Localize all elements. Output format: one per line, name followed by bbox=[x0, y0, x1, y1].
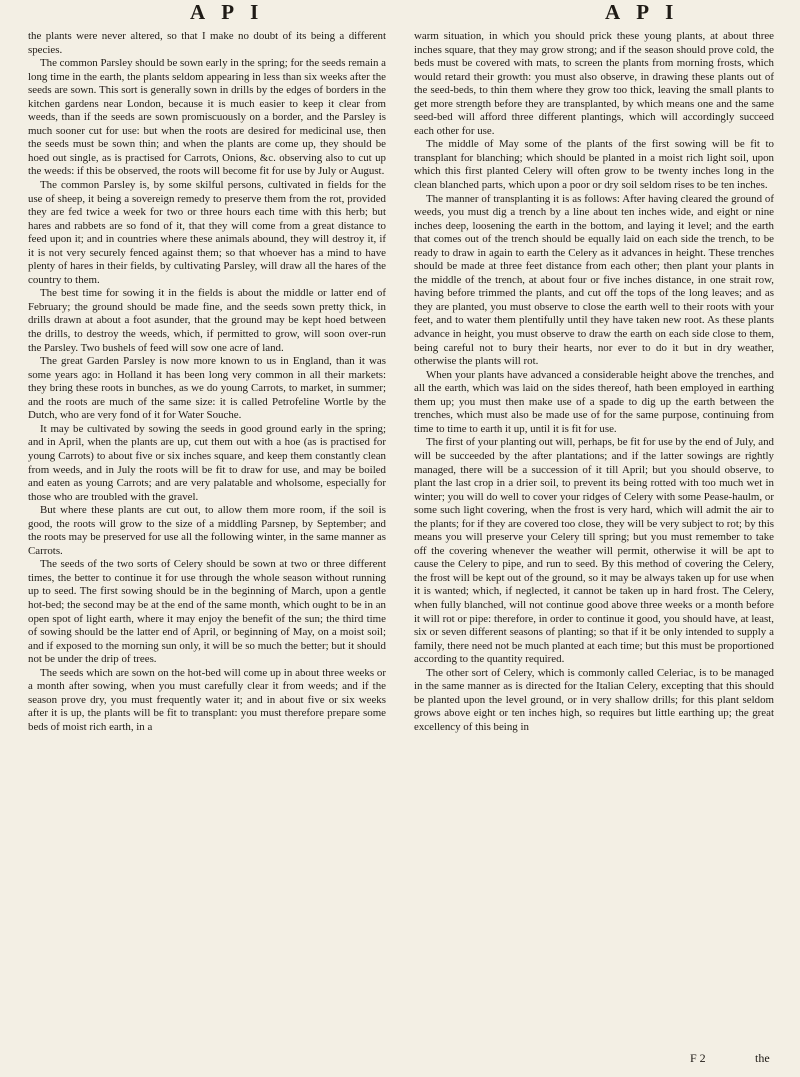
paragraph: When your plants have advanced a considerable height above the trenches, and all the earth, which was laid on the sides thereof, hath been employed in earthing them up; you must then make use of a spade to dig up the earth between the trenches, which must also be made use of for the same purpose, continuing from time to time to earth it up, until it is fit for use. bbox=[414, 368, 774, 435]
right-column bbox=[414, 30, 774, 734]
header-right: A P I bbox=[605, 0, 680, 24]
header-left: A P I bbox=[190, 0, 265, 24]
paragraph: But where these plants are cut out, to allow them more room, if the soil is good, the roots will grow to the size of a middling Parsnep, by September; and the roots may be preserved for use all the following winter, in the same manner as Carrots. bbox=[28, 504, 386, 557]
catchword: the bbox=[755, 1051, 770, 1065]
left-column bbox=[28, 30, 386, 734]
paragraph: The first of your planting out will, perhaps, be fit for use by the end of July, and will be succeeded by the after plantations; and if the latter sowings are rightly managed, there will be a succession of it till April; but you should observe, to plant the last crop in a drier soil, to prevent its being rotted with too much wet in winter; you will do well to cover your ridges of Celery with some Pease-haulm, or some such light covering, when the frost is very hard, which will admit the air to the plants; for if they are covered too close, they will be very subject to rot; by this means you will preserve your Celery till spring; but you must remember to take off the covering whenever the weather will permit, otherwise it will be apt to cause the Celery to pipe, and run to seed. By this method of covering the Celery, the frost will be kept out of the ground, so it may be always taken up for use when it is wanted; which, if neglected, it cannot be taken up in hard frost. The Celery, when fully blanched, will not continue good above three weeks or a month before it will rot or pipe: therefore, in order to continue it good, you should have, at least, six or seven different seasons of planting; so that if it be only intended to supply a family, there need not be much planted at each time; but this must be proportioned according to the quantity required. bbox=[414, 436, 774, 666]
paragraph: The best time for sowing it in the fields is about the middle or latter end of February; the ground should be made fine, and the seeds sown pretty thick, in drills drawn at about a foot asunder, that the ground may be kept hoed between the drills, to destroy the weeds, which, if permitted to grow, will soon over-run the Parsley. Two bushels of feed will sow one acre of land. bbox=[28, 287, 386, 354]
paragraph: The seeds of the two sorts of Celery should be sown at two or three different times, the better to continue it for use through the whole season without running up to seed. The first sowing should be in the beginning of March, upon a gentle hot-bed; the second may be at the end of the same month, which ought to be in an open spot of light earth, where it may enjoy the benefit of the sun; the third time of sowing should be the latter end of April, or beginning of May, on a moist soil; and if exposed to the morning sun only, it will be so much the better; but it should not be under the drip of trees. bbox=[28, 558, 386, 666]
paragraph: the plants were never altered, so that I make no doubt of its being a different species. bbox=[28, 30, 386, 56]
paragraph: The manner of transplanting it is as follows: After having cleared the ground of weeds, you must dig a trench by a line about ten inches wide, and eight or nine inches deep, loosening the earth in the bottom, and laying it level; and the earth that comes out of the trench should be equally laid on each side the trench, to be ready to draw in again to earth the Celery as it advances in height. These trenches should be made at three feet distance from each other; then plant your plants in the middle of the trench, at about four or five inches distance, in one strait row, having before trimmed the plants, and cut off the tops of the long leaves; and as they are planted, you must observe to close the earth well to their roots with your feet, and to water them plentifully until they have taken new root. As these plants advance in height, you must observe to draw the earth on each side close to them, being careful not to bury their hearts, nor ever to do it but in dry weather, otherwise the plants will rot. bbox=[414, 192, 774, 368]
paragraph: The common Parsley should be sown early in the spring; for the seeds remain a long time in the earth, the plants seldom appearing in less than six weeks after the seeds are sown. This sort is generally sown in drills by the edges of borders in the kitchen gardens near London, because it is much easier to keep it clear from weeds, than if the seeds are sown promiscuously on a border, and the Parsley is much sooner cut for use: but when the roots are desired for medicinal use, then the seeds must be sown thin; and when the plants are come up, they should be hoed out single, as is practised for Carrots, Onions, &c. observing also to cut up the weeds: if this be observed, the roots will become fit for use by July or August. bbox=[28, 57, 386, 178]
paragraph: warm situation, in which you should prick these young plants, at about three inches square, that they may grow strong; and if the season should prove cold, the beds must be covered with mats, to screen the plants from morning frosts, which would retard their growth: you must also observe, in drawing these plants out of the seed-beds, to thin them where they grow too thick, leaving the small plants to get more strength before they are transplanted, by which means one and the same seed-bed will afford three different plantings, which will accordingly succeed each other for use. bbox=[414, 30, 774, 137]
paragraph: It may be cultivated by sowing the seeds in good ground early in the spring; and in April, when the plants are up, cut them out with a hoe (as is practised for young Carrots) to about five or six inches square, and keep them constantly clean from weeds, and in July the roots will be fit to draw for use, and may be boiled and eaten as young Carrots; and are very palatable and wholsome, especially for those who are troubled with the gravel. bbox=[28, 422, 386, 503]
paragraph: The common Parsley is, by some skilful persons, cultivated in fields for the use of sheep, it being a sovereign remedy to preserve them from the rot, provided they are fed twice a week for two or three hours each time with this herb; but hares and rabbets are so fond of it, that they will come from a great distance to feed upon it; and in countries where these animals abound, they will destroy it, if it is not very securely fenced against them; so that whoever has a mind to have plenty of hares in their fields, by cultivating Parsley, will draw all the hares of the country to them. bbox=[28, 179, 386, 286]
signature-mark: F 2 bbox=[690, 1051, 706, 1065]
paragraph: The great Garden Parsley is now more known to us in England, than it was some years ago: in Holland it has been long very common in all their markets: they bring these roots in bunches, as we do young Carrots, to market, in summer; and the roots are much of the same size: it is called Petrofeline Wortle by the Dutch, who are very fond of it for Water Souche. bbox=[28, 355, 386, 422]
paragraph: The other sort of Celery, which is commonly called Celeriac, is to be managed in the same manner as is directed for the Italian Celery, excepting that this should be planted upon the level ground, or in very shallow drills; for this plant seldom grows above eight or ten inches high, so requires but little earthing up; the great excellency of this being in bbox=[414, 666, 774, 733]
running-header bbox=[0, 0, 800, 26]
paragraph: The middle of May some of the plants of the first sowing will be fit to transplant for blanching; which should be planted in a moist rich light soil, upon which this first planted Celery will often grow to be twenty inches long in the clean blanched parts, which upon a poor or dry soil seldom rises to be ten inches. bbox=[414, 138, 774, 192]
paragraph: The seeds which are sown on the hot-bed will come up in about three weeks or a month after sowing, when you must carefully clear it from weeds; and if the season prove dry, you must frequently water it; and in about five or six weeks after it is up, the plants will be fit to transplant: you must therefore prepare some beds of moist rich earth, in a bbox=[28, 666, 386, 733]
